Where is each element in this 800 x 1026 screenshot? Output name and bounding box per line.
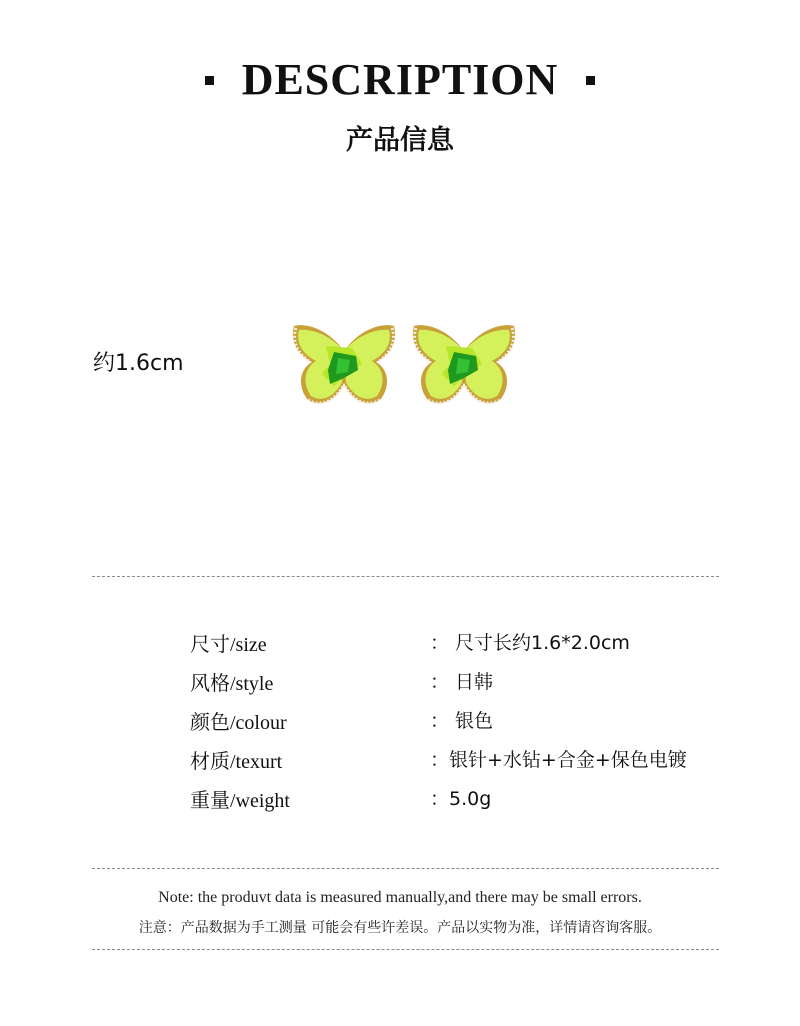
page-subtitle: 产品信息: [346, 125, 454, 156]
spec-label: 风格/style: [190, 673, 274, 695]
size-note: 约1.6cm: [93, 351, 184, 376]
title-left-bullet: [205, 76, 214, 85]
spec-row-texture: [0, 745, 800, 777]
spec-row-size: [0, 628, 800, 660]
spec-value: ：5.0g: [430, 788, 492, 810]
right-butterfly-earring: [413, 325, 515, 403]
spec-value: ：银针+水钻+合金+保色电镀: [430, 749, 687, 771]
left-butterfly-earring: [293, 325, 395, 403]
spec-label: 颜色/colour: [190, 712, 287, 734]
spec-row-style: [0, 667, 800, 699]
spec-label: 重量/weight: [190, 790, 290, 812]
divider-top: [92, 576, 719, 577]
spec-row-weight: [0, 784, 800, 816]
spec-label: 尺寸/size: [190, 634, 267, 656]
spec-label: 材质/texurt: [190, 751, 283, 773]
spec-value: ： 日韩: [430, 671, 494, 693]
spec-value: ： 银色: [430, 710, 494, 732]
title-right-bullet: [586, 76, 595, 85]
note-english: Note: the produvt data is measured manually,and there may be small errors.: [158, 889, 642, 906]
spec-value: ： 尺寸长约1.6*2.0cm: [430, 632, 630, 654]
divider-bottom: [92, 949, 719, 950]
note-chinese: 注意：产品数据为手工测量 可能会有些许差误。产品以实物为准，详情请咨询客服。: [138, 920, 662, 936]
divider-middle: [92, 868, 719, 869]
title-row: [0, 52, 800, 108]
butterfly-earrings-image: [282, 314, 522, 414]
spec-row-colour: [0, 706, 800, 738]
page-title: DESCRIPTION: [241, 55, 559, 104]
